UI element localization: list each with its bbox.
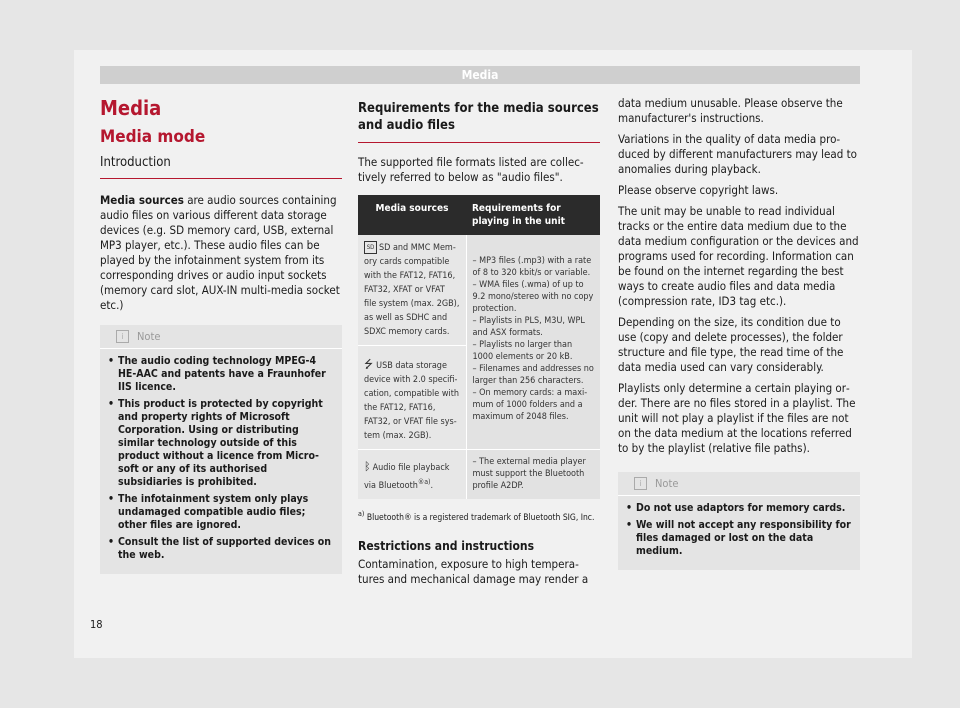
media-requirements-table: [358, 195, 600, 499]
paragraph: The unit may be unable to read individual tracks or the entire data medium due to the data medium configuration or the devices and programs used for recording. Information can be found on the internet regarding the best ways to create audio files and data media (compression rate, ID3 tag etc.).: [618, 204, 859, 308]
note-item: • We will not accept any responsibility for files damaged or lost on the data medium.: [626, 519, 851, 557]
paragraph: Please observe copyright laws.: [618, 183, 779, 197]
note-body: [100, 349, 342, 574]
table-cell-formats: – MP3 files (.mp3) with a rate of 8 to 320 kbit/s or variable. – WMA files (.wma) of up to 9.2 mono/stereo with no copy protection. – Playlists in PLS, M3U, WPL and ASX formats. – Playlists no larger than 1000 elements or 20 kB. – Filenames and addresses no larger than 256 characters. – On memory cards: a maximum of 1000 folders and a maximum of 2048 files.: [466, 235, 600, 450]
note-header: [618, 472, 860, 496]
sd-card-icon: SD: [364, 241, 377, 254]
info-icon: i: [116, 330, 129, 343]
usb-icon: ⭍: [364, 358, 374, 371]
note-item: • Consult the list of supported devices on the web.: [108, 536, 331, 561]
note-header: [100, 325, 342, 349]
note-item: • Do not use adaptors for memory cards.: [626, 502, 846, 514]
note-label: Note: [655, 477, 679, 490]
paragraph: data medium unusable. Please observe the manufacturer's instructions.: [618, 96, 843, 125]
bluetooth-icon: ᛒ: [364, 460, 371, 473]
requirements-intro: The supported file formats listed are collectively referred to below as "audio files".: [358, 155, 584, 184]
chapter-title: Media: [100, 96, 162, 120]
table-header-requirements: Requirements for playing in the unit: [466, 195, 600, 235]
intro-paragraph: [100, 193, 342, 313]
info-icon: i: [634, 477, 647, 490]
running-header: Media: [100, 66, 860, 84]
page-number: 18: [90, 618, 103, 631]
note-item: • The audio coding technology MPEG-4 HE-AAC and patents have a Fraunhofer IIS licence.: [108, 355, 326, 393]
column-2: [358, 96, 600, 593]
paragraph: Depending on the size, its condition due to use (copy and delete processes), the folder structure and file type, the read time of the data media used can vary considerably.: [618, 315, 844, 374]
table-cell: ᛒ Audio file playback via Bluetooth$^{®a)}$.: [358, 450, 466, 500]
intro-text: are audio sources containing audio files on various different data storage devices (e.g. SD memory card, USB, external MP3 player, etc.). These audio files can be played by the infotainment system from its corresponding drives or audio input sockets (memory card slot, AUX-IN multi-media socket etc.): [100, 193, 340, 312]
note-body: [618, 496, 860, 570]
note-box: [100, 325, 342, 574]
table-header-sources: Media sources: [358, 195, 466, 235]
table-row: [358, 235, 600, 346]
restrictions-heading: Restrictions and instructions: [358, 538, 535, 553]
intro-term: Media sources: [100, 193, 184, 207]
requirements-heading: Requirements for the media sources and audio files: [358, 100, 600, 143]
table-cell: ⭍ USB data storage device with 2.0 specification, compatible with the FAT12, FAT16, FAT32, or VFAT file system (max. 2GB).: [358, 346, 466, 450]
footnote: $^{a)}$ Bluetooth® is a registered trademark of Bluetooth SIG, Inc.: [358, 509, 595, 523]
note-item: • The infotainment system only plays undamaged compatible audio files; other files are ignored.: [108, 493, 309, 531]
subsection-title: Introduction: [100, 154, 342, 179]
note-label: Note: [137, 330, 161, 343]
section-title: Media mode: [100, 127, 206, 147]
column-3: [618, 96, 860, 570]
paragraph: Variations in the quality of data media produced by different manufacturers may lead to anomalies during playback.: [618, 132, 857, 176]
table-cell: SD SD and MMC Memory cards compatible with the FAT12, FAT16, FAT32, XFAT or VFAT file system (max. 2GB), as well as SDHC and SDXC memory cards.: [358, 235, 466, 346]
restrictions-text: Contamination, exposure to high temperatures and mechanical damage may render a: [358, 556, 589, 586]
column-1: [100, 96, 342, 574]
note-box: [618, 472, 860, 570]
table-row: [358, 450, 600, 500]
table-cell: – The external media player must support the Bluetooth profile A2DP.: [466, 450, 600, 500]
note-item: • This product is protected by copyright and property rights of Microsoft Corporation. Using or distributing similar technology outside of this product without a licence from Microsoft or any of its authorised subsidiaries is prohibited.: [108, 398, 323, 488]
paragraph: Playlists only determine a certain playing order. There are no files stored in a playlist. The unit will not play a playlist if the files are not on the data medium at the locations referred to by the playlist (relative file paths).: [618, 381, 856, 455]
